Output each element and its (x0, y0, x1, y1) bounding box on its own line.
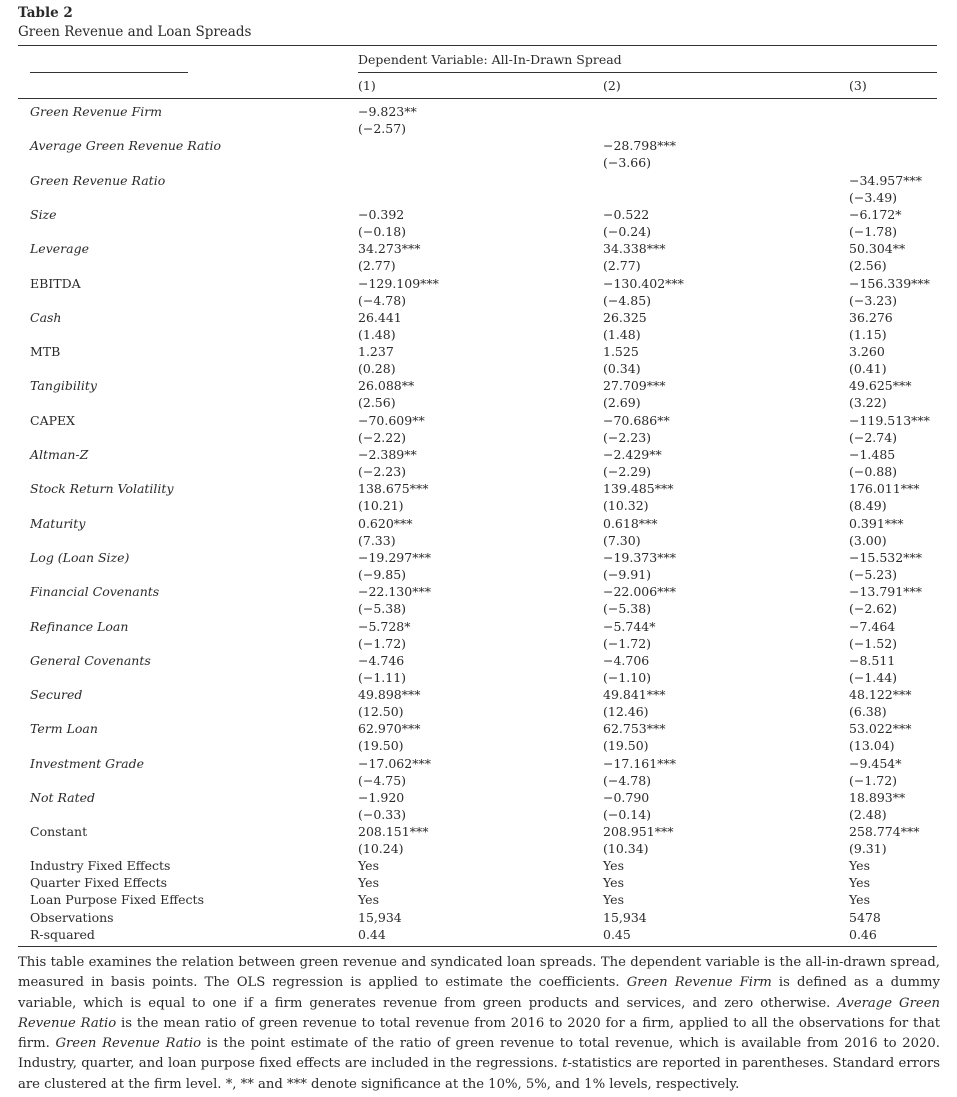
coefficient-cell: −119.513*** (849, 412, 930, 428)
t-stat-cell: (12.50) (358, 704, 404, 720)
coefficient-cell: −2.389** (358, 447, 417, 462)
coefficient-cell: −22.006*** (603, 584, 676, 600)
footer-cell: Yes (849, 858, 870, 873)
row-label: Tangibility (30, 378, 97, 394)
t-stat-cell: (8.49) (849, 498, 887, 514)
coefficient-cell: 49.625*** (849, 378, 912, 394)
footer-cell: 0.46 (849, 926, 877, 942)
note-text: -statistics are reported in parentheses. Standard errors are clustered at the firm level. *, ** and *** denote significance at the 10%, 5%, and 1% levels, respectively. (18, 1056, 940, 1092)
footer-cell: Yes (849, 875, 870, 891)
coefficient-cell: 139.485*** (603, 481, 674, 497)
bottom-rule (18, 946, 937, 947)
table-note (18, 953, 940, 1095)
t-stat-cell: (−5.38) (358, 601, 407, 617)
row-label: CAPEX (30, 412, 76, 428)
coefficient-cell: −5.728* (358, 618, 411, 634)
t-stat-cell: (3.22) (849, 395, 887, 411)
row-label: MTB (30, 344, 61, 360)
t-stat-cell: (1.15) (849, 326, 887, 342)
footer-cell: 5478 (849, 909, 881, 925)
coefficient-cell: 0.391*** (849, 515, 904, 531)
coefficient-cell: −2.429** (603, 447, 662, 462)
coefficient-cell: −4.706 (603, 652, 650, 668)
footer-cell: Yes (358, 892, 379, 908)
header-rule (18, 98, 937, 99)
t-stat-cell: (−2.62) (849, 601, 898, 617)
coefficient-cell: 62.753*** (603, 721, 666, 737)
coefficient-cell: −70.609** (358, 412, 425, 428)
note-variable: Green Revenue Firm (626, 975, 772, 991)
row-label: Maturity (30, 515, 86, 531)
t-stat-cell: (−1.44) (849, 669, 898, 685)
note-variable: Green Revenue Ratio (55, 1036, 202, 1052)
t-stat-cell: (−1.72) (603, 635, 652, 651)
t-stat-cell: (−4.75) (358, 772, 407, 788)
t-stat-cell: (2.56) (849, 258, 887, 274)
t-stat-cell: (−5.23) (849, 566, 898, 582)
footer-cell: Yes (849, 892, 870, 908)
coefficient-cell: −1.485 (849, 447, 896, 462)
t-stat-cell: (−4.78) (603, 772, 652, 788)
coefficient-cell: −28.798*** (603, 138, 676, 154)
coefficient-cell: −19.373*** (603, 549, 676, 565)
coefficient-cell: 26.441 (358, 309, 402, 325)
coefficient-cell: −0.522 (603, 206, 650, 222)
row-label: Investment Grade (30, 755, 144, 771)
t-stat-cell: (−9.85) (358, 566, 407, 582)
t-stat-cell: (−0.18) (358, 223, 407, 239)
t-stat-cell: (2.77) (358, 258, 396, 274)
coefficient-cell: −9.823** (358, 104, 417, 119)
t-stat-cell: (2.48) (849, 807, 887, 822)
t-stat-cell: (−1.72) (849, 772, 898, 788)
coefficient-cell: −9.454* (849, 755, 902, 771)
row-label: Green Revenue Firm (30, 104, 163, 119)
column-header-1: (1) (358, 78, 376, 93)
footer-row-label: R-squared (30, 926, 95, 942)
t-stat-cell: (19.50) (358, 738, 404, 754)
t-stat-cell: (19.50) (603, 738, 649, 754)
t-stat-cell: (1.48) (603, 326, 641, 342)
t-stat-cell: (10.21) (358, 498, 404, 514)
coefficient-cell: −70.686** (603, 412, 670, 428)
coefficient-cell: 0.618*** (603, 515, 658, 531)
coefficient-cell: 49.841*** (603, 687, 666, 703)
t-stat-cell: (−3.23) (849, 292, 898, 308)
row-label: EBITDA (30, 275, 81, 291)
row-label: General Covenants (30, 652, 151, 668)
t-stat-cell: (−4.78) (358, 292, 407, 308)
row-label: Average Green Revenue Ratio (30, 138, 221, 154)
t-stat-cell: (2.69) (603, 395, 641, 411)
coefficient-cell: −7.464 (849, 618, 896, 634)
coefficient-cell: 34.338*** (603, 241, 666, 257)
t-stat-cell: (−0.24) (603, 223, 652, 239)
footer-cell: Yes (603, 858, 624, 873)
row-label: Financial Covenants (30, 584, 160, 600)
row-label: Log (Loan Size) (30, 549, 130, 565)
coefficient-cell: −4.746 (358, 652, 405, 668)
footer-cell: Yes (358, 875, 379, 891)
column-header-3: (3) (849, 78, 867, 93)
t-stat-cell: (−3.66) (603, 155, 652, 171)
coefficient-cell: 50.304** (849, 241, 906, 257)
t-stat-cell: (−2.23) (358, 464, 407, 479)
row-label: Altman-Z (30, 447, 89, 462)
note-text: This table examines the relation between green revenue and syndicated loan spreads. The dependent variable is the all-in-drawn spread, measured in basis points. The OLS regression is applied to estimate the coefficients. (18, 955, 940, 991)
t-stat-cell: (9.31) (849, 841, 887, 857)
coefficient-cell: −129.109*** (358, 275, 439, 291)
stub-rule (30, 72, 188, 73)
coefficient-cell: −8.511 (849, 652, 896, 668)
coefficient-cell: 34.273*** (358, 241, 421, 257)
t-stat-cell: (−1.72) (358, 635, 407, 651)
coefficient-cell: −0.790 (603, 790, 650, 805)
t-stat-cell: (0.41) (849, 361, 887, 377)
t-stat-cell: (−2.74) (849, 429, 898, 445)
footer-cell: 0.44 (358, 926, 386, 942)
coefficient-cell: −6.172* (849, 206, 902, 222)
column-header-2: (2) (603, 78, 621, 93)
coefficient-cell: 36.276 (849, 309, 893, 325)
coefficient-cell: 0.620*** (358, 515, 413, 531)
table-label: Table 2 (18, 5, 73, 21)
t-stat-cell: (7.30) (603, 532, 641, 548)
t-stat-cell: (0.34) (603, 361, 641, 377)
top-rule (18, 45, 937, 46)
t-stat-cell: (1.48) (358, 326, 396, 342)
row-label: Leverage (30, 241, 89, 257)
t-stat-cell: (−1.52) (849, 635, 898, 651)
row-label: Not Rated (30, 790, 96, 805)
t-stat-cell: (−4.85) (603, 292, 652, 308)
coefficient-cell: −22.130*** (358, 584, 431, 600)
footer-cell: 15,934 (358, 909, 402, 925)
t-stat-cell: (6.38) (849, 704, 887, 720)
footer-cell: 0.45 (603, 926, 631, 942)
t-stat-cell: (−5.38) (603, 601, 652, 617)
coefficient-cell: 208.151*** (358, 824, 429, 840)
row-label: Size (30, 206, 57, 222)
coefficient-cell: −5.744* (603, 618, 656, 634)
t-stat-cell: (−3.49) (849, 189, 898, 205)
coefficient-cell: 138.675*** (358, 481, 429, 497)
row-label: Cash (30, 309, 62, 325)
row-label: Refinance Loan (30, 618, 129, 634)
t-stat-cell: (−0.88) (849, 464, 898, 479)
coefficient-cell: −0.392 (358, 206, 405, 222)
footer-cell: Yes (603, 875, 624, 891)
note-text: is defined as a dummy variable, which is equal to one if a firm generates revenue from green products and services, and zero otherwise. (18, 975, 940, 1011)
coefficient-cell: 1.525 (603, 344, 639, 360)
row-label: Secured (30, 687, 83, 703)
footer-row-label: Quarter Fixed Effects (30, 875, 168, 891)
note-variable: Average Green Revenue Ratio (18, 995, 941, 1031)
row-label: Stock Return Volatility (30, 481, 174, 497)
table-title: Green Revenue and Loan Spreads (18, 24, 252, 40)
coefficient-cell: 176.011*** (849, 481, 920, 497)
coefficient-cell: 208.951*** (603, 824, 674, 840)
coefficient-cell: −13.791*** (849, 584, 922, 600)
coefficient-cell: 258.774*** (849, 824, 920, 840)
t-stat-cell: (−1.11) (358, 669, 407, 685)
footer-cell: Yes (358, 858, 379, 873)
coefficient-cell: 48.122*** (849, 687, 912, 703)
footer-row-label: Industry Fixed Effects (30, 858, 171, 873)
footer-cell: Yes (603, 892, 624, 908)
t-stat-cell: (−2.57) (358, 121, 407, 136)
t-stat-cell: (−1.78) (849, 223, 898, 239)
note-text: is the point estimate of the ratio of green revenue to total revenue, which is available from 2016 to 2020. Industry, quarter, and loan purpose fixed effects are included in the regressions. (18, 1036, 940, 1072)
t-stat-cell: (−2.22) (358, 429, 407, 445)
coefficient-cell: −156.339*** (849, 275, 930, 291)
t-stat-cell: (−9.91) (603, 566, 652, 582)
footer-row-label: Loan Purpose Fixed Effects (30, 892, 204, 908)
t-stat-cell: (−1.10) (603, 669, 652, 685)
coefficient-cell: 62.970*** (358, 721, 421, 737)
coefficient-cell: 27.709*** (603, 378, 666, 394)
coefficient-cell: 49.898*** (358, 687, 421, 703)
row-label: Constant (30, 824, 88, 840)
footer-row-label: Observations (30, 909, 114, 925)
coefficient-cell: 26.088** (358, 378, 415, 394)
coefficient-cell: −130.402*** (603, 275, 684, 291)
t-stat-cell: (2.56) (358, 395, 396, 411)
coefficient-cell: −34.957*** (849, 172, 922, 188)
note-text: is the mean ratio of green revenue to total revenue from 2016 to 2020 for a firm, applied to all the observations for that firm. (18, 1015, 940, 1052)
footer-cell: 15,934 (603, 909, 647, 925)
coefficient-cell: 3.260 (849, 344, 885, 360)
dependent-variable-header: Dependent Variable: All-In-Drawn Spread (358, 52, 622, 67)
coefficient-cell: 26.325 (603, 309, 647, 325)
t-stat-cell: (−2.29) (603, 464, 652, 479)
t-stat-cell: (12.46) (603, 704, 649, 720)
coefficient-cell: 18.893** (849, 790, 906, 805)
t-stat-cell: (2.77) (603, 258, 641, 274)
spanner-rule (358, 72, 937, 73)
t-stat-cell: (10.24) (358, 841, 404, 857)
t-stat-cell: (3.00) (849, 532, 887, 548)
coefficient-cell: −15.532*** (849, 549, 922, 565)
t-stat-cell: (13.04) (849, 738, 895, 754)
t-stat-cell: (10.32) (603, 498, 649, 514)
coefficient-cell: 53.022*** (849, 721, 912, 737)
coefficient-cell: 1.237 (358, 344, 394, 360)
t-stat-cell: (−0.14) (603, 807, 652, 822)
coefficient-cell: −1.920 (358, 790, 405, 805)
t-stat-cell: (10.34) (603, 841, 649, 857)
t-stat-cell: (−2.23) (603, 429, 652, 445)
t-stat-cell: (0.28) (358, 361, 396, 377)
t-stat-cell: (7.33) (358, 532, 396, 548)
coefficient-cell: −17.062*** (358, 755, 431, 771)
note-variable: t (562, 1056, 568, 1072)
row-label: Green Revenue Ratio (30, 172, 166, 188)
coefficient-cell: −19.297*** (358, 549, 431, 565)
row-label: Term Loan (30, 721, 98, 737)
coefficient-cell: −17.161*** (603, 755, 676, 771)
t-stat-cell: (−0.33) (358, 807, 407, 822)
